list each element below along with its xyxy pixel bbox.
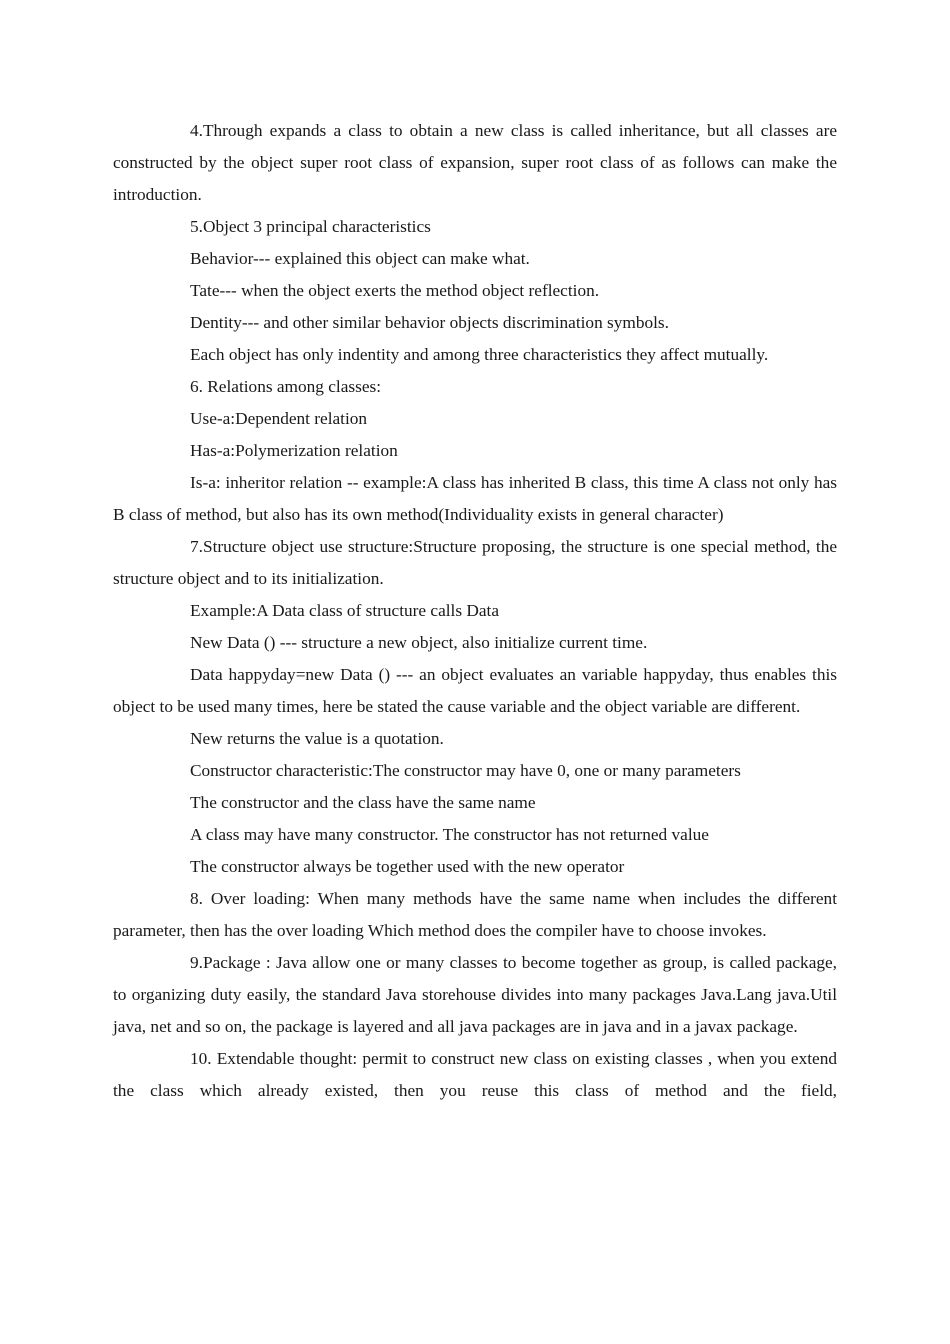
paragraph-use-a: Use-a:Dependent relation <box>190 409 368 428</box>
paragraph-constructor-same-name: The constructor and the class have the same name <box>190 793 536 812</box>
paragraph-constructor-new-operator: The constructor always be together used with the new operator <box>190 857 625 876</box>
paragraph-relations-heading: 6. Relations among classes: <box>190 377 382 396</box>
paragraph-is-a: Is-a: inheritor relation -- example:A class has inherited B class, this time A class not only has B class of method, but also has its own method(Individuality exists in general character) <box>113 473 837 524</box>
document-page <box>113 115 837 1107</box>
paragraph-extendable-thought: 10. Extendable thought: permit to construct new class on existing classes , when you extend the class which already existed, then you reuse this class of method and the field, <box>113 1049 837 1100</box>
paragraph-dentity: Dentity--- and other similar behavior objects discrimination symbols. <box>190 313 669 332</box>
paragraph-inheritance: 4.Through expands a class to obtain a new class is called inheritance, but all classes are constructed by the object super root class of expansion, super root class of as follows can make the introduction. <box>113 121 837 204</box>
paragraph-many-constructor: A class may have many constructor. The constructor has not returned value <box>190 825 709 844</box>
paragraph-behavior: Behavior--- explained this object can make what. <box>190 249 530 268</box>
paragraph-each-object: Each object has only indentity and among three characteristics they affect mutually. <box>190 345 769 364</box>
paragraph-new-returns: New returns the value is a quotation. <box>190 729 444 748</box>
paragraph-tate: Tate--- when the object exerts the method object reflection. <box>190 281 600 300</box>
paragraph-has-a: Has-a:Polymerization relation <box>190 441 398 460</box>
paragraph-happyday: Data happyday=new Data () --- an object evaluates an variable happyday, thus enables this object to be used many times, here be stated the cause variable and the object variable are different. <box>113 665 837 716</box>
paragraph-structure-object: 7.Structure object use structure:Structure proposing, the structure is one special method, the structure object and to its initialization. <box>113 537 837 588</box>
paragraph-example-data: Example:A Data class of structure calls Data <box>190 601 500 620</box>
paragraph-constructor-characteristic: Constructor characteristic:The constructor may have 0, one or many parameters <box>190 761 741 780</box>
paragraph-over-loading: 8. Over loading: When many methods have the same name when includes the different parameter, then has the over loading Which method does the compiler have to choose invokes. <box>113 889 837 940</box>
paragraph-new-data: New Data () --- structure a new object, also initialize current time. <box>190 633 648 652</box>
paragraph-object-characteristics-heading: 5.Object 3 principal characteristics <box>190 217 431 236</box>
paragraph-package: 9.Package : Java allow one or many classes to become together as group, is called package, to organizing duty easily, the standard Java storehouse divides into many packages Java.Lang java.Util java, net and so on, the package is layered and all java packages are in java and in a javax package. <box>113 953 837 1036</box>
